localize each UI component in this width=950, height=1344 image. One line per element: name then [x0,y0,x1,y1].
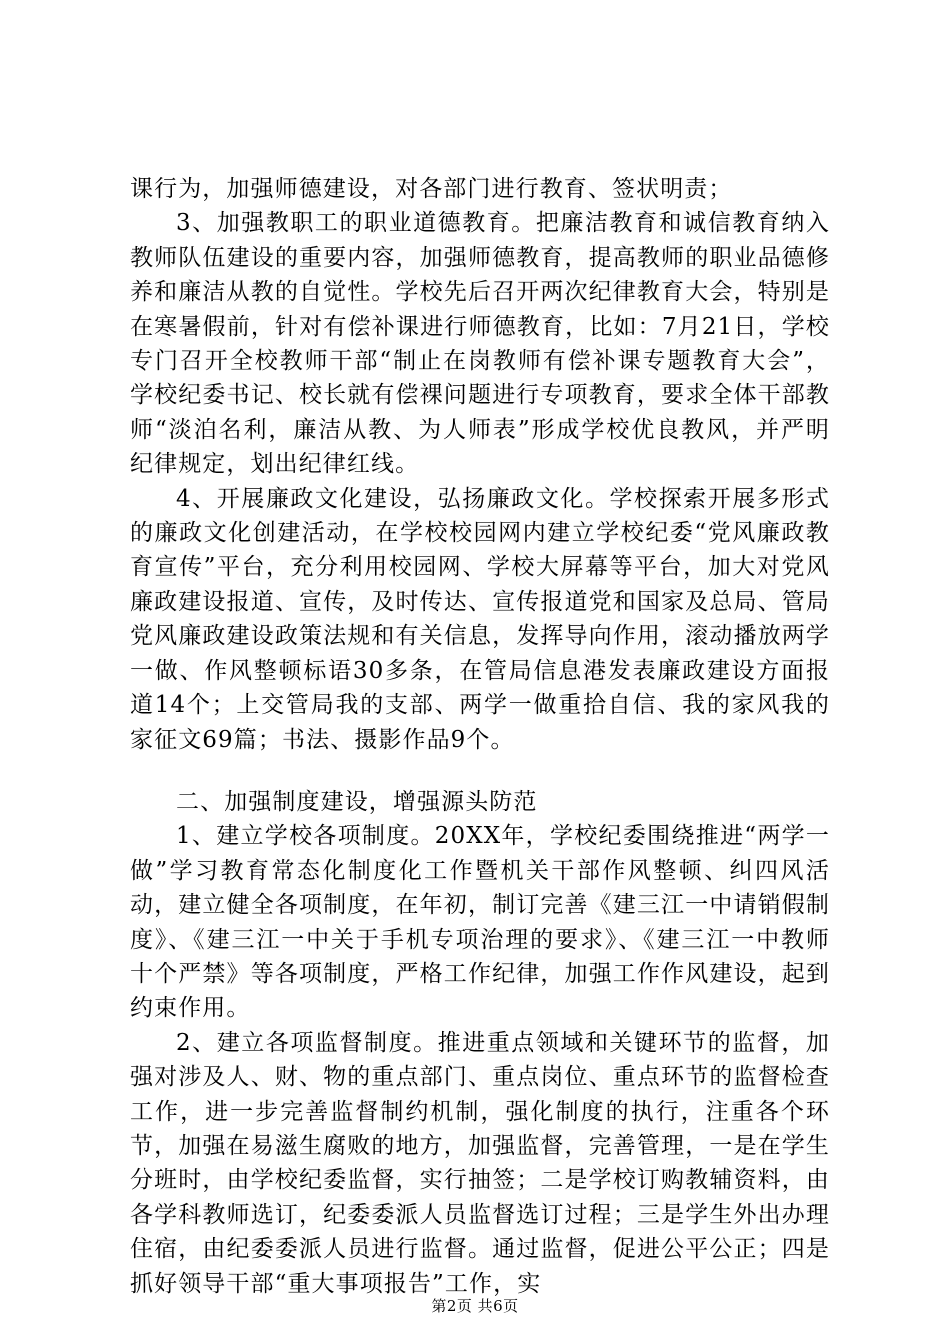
paragraph-item-1: 1、建立学校各项制度。20XX年，学校纪委围绕推进“两学一做”学习教育常态化制度化工作暨机关干部作风整顿、纠四风活动，建立健全各项制度，在年初，制订完善《建三江一中请销假制度》、《建三江一中关于手机专项治理的要求》、《建三江一中教师十个严禁》等各项制度，严格工作纪律，加强工作作风建设，起到约束作用。 [130,823,830,1022]
document-body [130,172,830,1301]
paragraph-item-3: 3、加强教职工的职业道德教育。把廉洁教育和诚信教育纳入教师队伍建设的重要内容，加强师德教育，提高教师的职业品德修养和廉洁从教的自觉性。学校先后召开两次纪律教育大会，特别是在寒暑假前，针对有偿补课进行师德教育，比如：7月21日，学校专门召开全校教师干部“制止在岗教师有偿补课专题教育大会”，学校纪委书记、校长就有偿裸问题进行专项教育，要求全体干部教师“淡泊名利，廉洁从教、为人师表”形成学校优良教风，并严明纪律规定，划出纪律红线。 [130,210,830,478]
section-heading: 二、加强制度建设，增强源头防范 [176,788,538,815]
paragraph-continuation: 课行为，加强师德建设，对各部门进行教育、签状明责； [130,176,733,202]
page-footer: 第2页 共6页 [431,1297,519,1315]
paragraph-item-2: 2、建立各项监督制度。推进重点领域和关键环节的监督，加强对涉及人、财、物的重点部门、重点岗位、重点环节的监督检查工作，进一步完善监督制约机制，强化制度的执行，注重各个环节，加强在易滋生腐败的地方，加强监督，完善管理，一是在学生分班时，由学校纪委监督，实行抽签；二是学校订购教辅资料，由各学科教师选订，纪委委派人员监督选订过程；三是学生外出办理住宿，由纪委委派人员进行监督。通过监督，促进公平公正；四是抓好领导干部“重大事项报告”工作，实 [130,1029,830,1297]
paragraph-item-4: 4、开展廉政文化建设，弘扬廉政文化。学校探索开展多形式的廉政文化创建活动，在学校校园网内建立学校纪委“党风廉政教育宣传”平台，充分利用校园网、学校大屏幕等平台，加大对党风廉政建设报道、宣传，及时传达、宣传报道党和国家及总局、管局党风廉政建设政策法规和有关信息，发挥导向作用，滚动播放两学一做、作风整顿标语30多条，在管局信息港发表廉政建设方面报道14个；上交管局我的支部、两学一做重拾自信、我的家风我的家征文69篇；书法、摄影作品9个。 [130,485,830,753]
